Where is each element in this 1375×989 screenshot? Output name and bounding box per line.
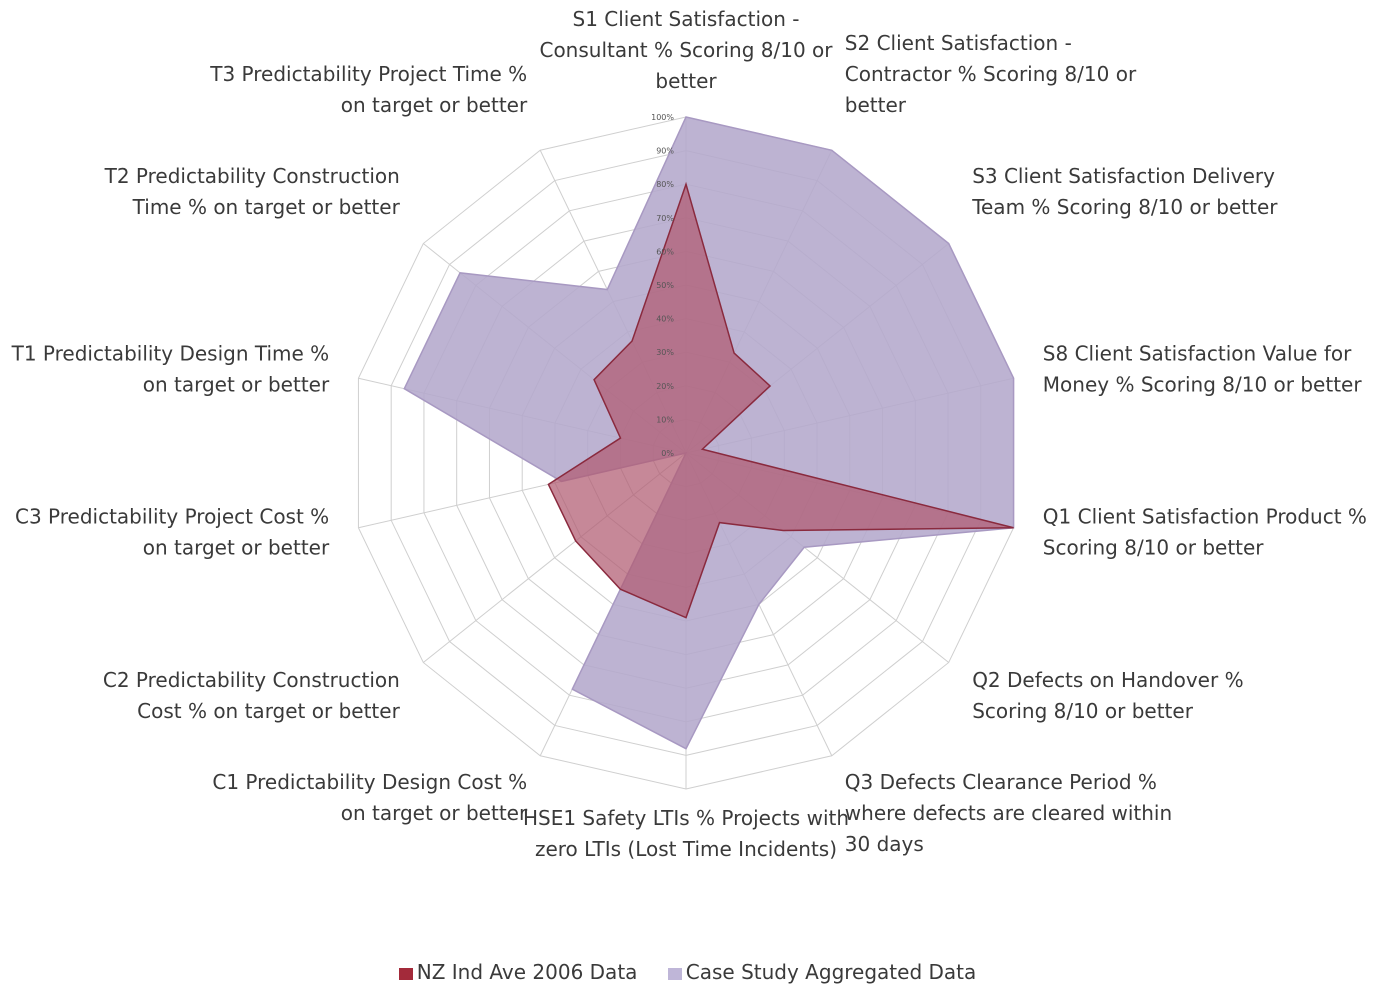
chart-legend	[0, 960, 1375, 984]
axis-label	[104, 164, 401, 219]
axis-label	[209, 62, 528, 117]
axis-label-line: T3 Predictability Project Time %	[210, 62, 528, 87]
axis-label-line: on target or better	[340, 93, 528, 118]
axis-label-line: 30 days	[844, 831, 924, 856]
axis-label-line: on target or better	[142, 372, 330, 397]
tick-label: 90%	[656, 146, 674, 156]
axis-label	[971, 164, 1278, 219]
legend-label-nz: NZ Ind Ave 2006 Data	[416, 960, 638, 984]
axis-label	[539, 7, 833, 93]
axis-label-line: Scoring 8/10 or better	[972, 699, 1193, 724]
axis-label	[845, 770, 1172, 856]
tick-label: 20%	[656, 381, 674, 391]
axis-label-line: C1 Predictability Design Cost %	[212, 769, 528, 794]
axis-label-line: Contractor % Scoring 8/10 or	[844, 62, 1137, 87]
axis-label-line: better	[844, 93, 907, 118]
axis-label	[103, 668, 401, 723]
axis-label-line: Time % on target or better	[132, 194, 400, 219]
axis-label-line: on target or better	[142, 535, 330, 560]
axis-label-line: Scoring 8/10 or better	[1042, 535, 1264, 560]
tick-label: 10%	[656, 415, 674, 425]
axis-label-line: S1 Client Satisfaction -	[572, 7, 800, 31]
axis-label	[212, 770, 528, 825]
legend-swatch-case-study	[668, 968, 682, 980]
axis-label	[972, 668, 1243, 723]
legend-swatch-nz	[399, 968, 413, 980]
tick-label: 100%	[651, 113, 674, 122]
axis-label	[523, 806, 849, 861]
axis-label-line: Q1 Client Satisfaction Product %	[1042, 504, 1367, 529]
axis-label	[11, 342, 330, 397]
axis-label	[845, 31, 1137, 117]
axis-label-line: where defects are cleared within	[844, 800, 1173, 825]
legend-item-nz	[399, 960, 638, 984]
tick-label: 40%	[656, 314, 674, 324]
axis-label-line: better	[655, 69, 717, 93]
axis-label-line: Cost % on target or better	[137, 699, 400, 724]
axis-label-line: S3 Client Satisfaction Delivery	[972, 163, 1275, 188]
radar-series	[404, 117, 1013, 749]
axis-label-line: T2 Predictability Construction	[104, 163, 400, 188]
axis-label-line: S8 Client Satisfaction Value for	[1042, 341, 1352, 366]
axis-label	[1043, 504, 1367, 559]
axis-label-line: Q2 Defects on Handover %	[972, 668, 1244, 693]
tick-label: 60%	[656, 247, 674, 257]
legend-item-case-study	[668, 960, 976, 984]
axis-label-line: C3 Predictability Project Cost %	[14, 504, 330, 529]
tick-label: 50%	[656, 281, 674, 290]
axis-label	[1043, 342, 1363, 397]
axis-label-line: C2 Predictability Construction	[102, 668, 400, 693]
axis-label-line: Consultant % Scoring 8/10 or	[539, 38, 833, 62]
legend-label-case-study: Case Study Aggregated Data	[685, 960, 977, 984]
tick-label: 0%	[661, 449, 674, 458]
axis-label-line: Q3 Defects Clearance Period %	[844, 769, 1157, 794]
tick-label: 70%	[656, 213, 674, 223]
axis-label-line: on target or better	[340, 800, 528, 825]
axis-label-line: Money % Scoring 8/10 or better	[1042, 372, 1362, 397]
axis-label-line: zero LTIs (Lost Time Incidents)	[534, 837, 838, 861]
axis-label-line: T1 Predictability Design Time %	[11, 341, 330, 366]
tick-label: 30%	[656, 348, 674, 358]
axis-label	[15, 504, 330, 559]
tick-label: 80%	[656, 180, 674, 190]
axis-label-line: HSE1 Safety LTIs % Projects with	[522, 806, 850, 830]
axis-label-line: S2 Client Satisfaction -	[844, 31, 1072, 56]
axis-label-line: Team % Scoring 8/10 or better	[972, 194, 1278, 219]
